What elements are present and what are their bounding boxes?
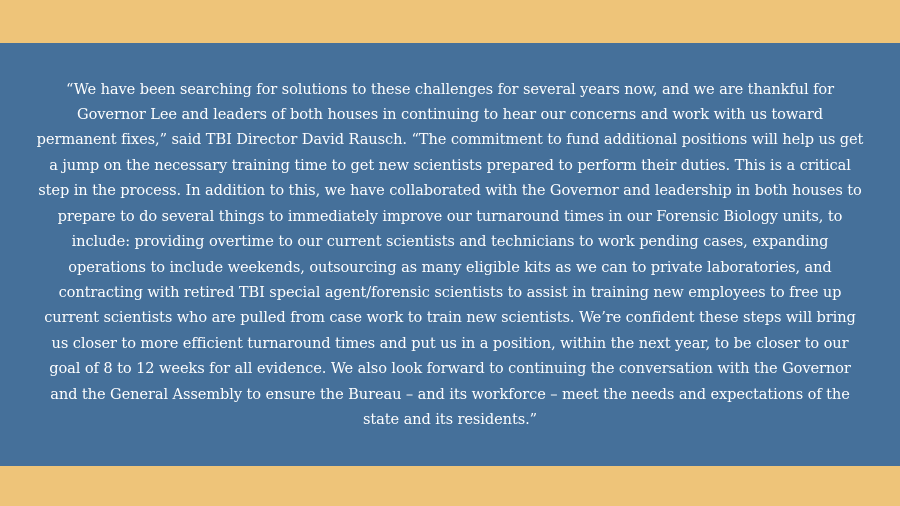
quote-text: “We have been searching for solutions to these challenges for several years now, and we are thankful for Governor Lee and leaders of both houses in continuing to hear our concerns and work with us toward permanent fixes,” said TBI Director David Rausch. “The commitment to fund additional positions will help us get a jump on the necessary training time to get new scientists prepared to perform their duties. This is a critical step in the process. In addition to this, we have collaborated with the Governor and leadership in both houses to prepare to do several things to immediately improve our turnaround times in our Forensic Biology units, to include: providing overtime to our current scientists and technicians to work pending cases, expanding operations to include weekends, outsourcing as many eligible kits as we can to private laboratories, and contracting with retired TBI special agent/forensic scientists to assist in training new employees to free up current scientists who are pulled from case work to train new scientists. We’re confident these steps will bring us closer to more efficient turnaround times and put us in a position, within the next year, to be closer to our goal of 8 to 12 weeks for all evidence. We also look forward to continuing the conversation with the Governor and the General Assembly to ensure the Bureau – and its workforce – meet the needs and expectations of the state and its residents.” — [36, 80, 864, 428]
top-accent-band — [0, 0, 900, 43]
bottom-accent-band — [0, 466, 900, 506]
quote-panel — [0, 43, 900, 466]
